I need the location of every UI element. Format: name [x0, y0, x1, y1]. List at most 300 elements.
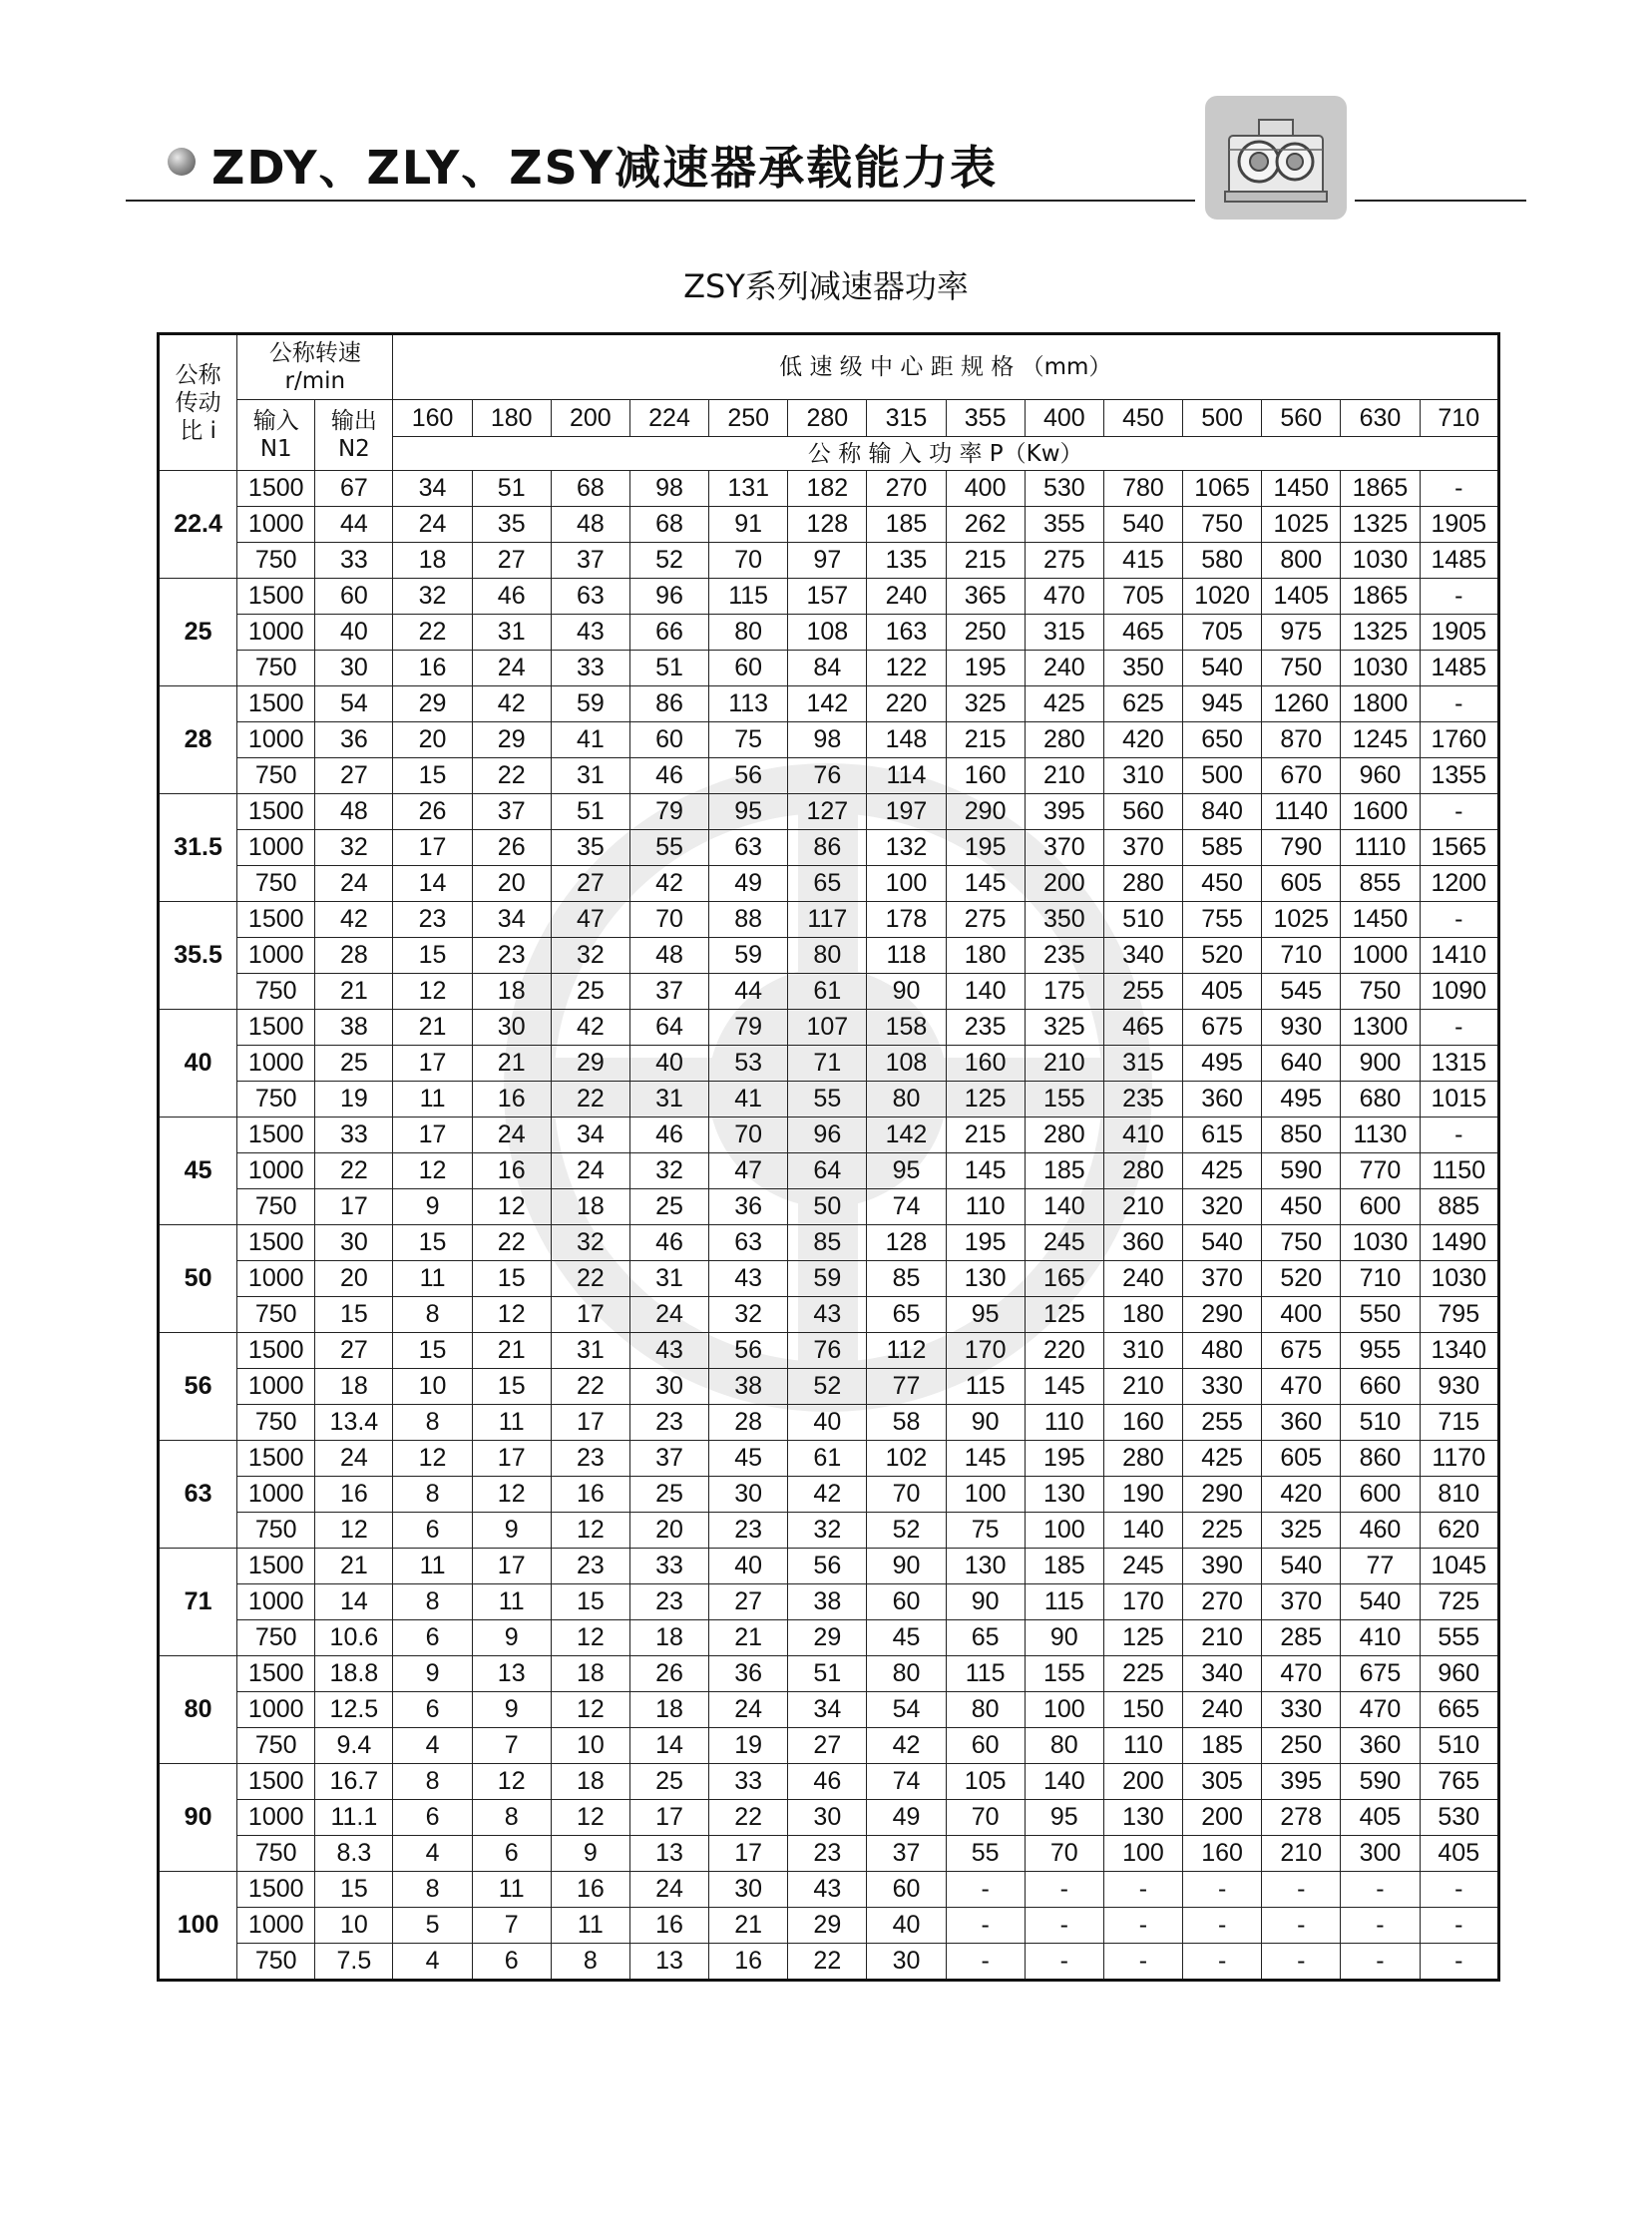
power-cell: 108 — [867, 1046, 946, 1082]
power-cell: 210 — [1262, 1836, 1341, 1872]
power-cell: 18 — [629, 1620, 708, 1656]
power-cell: 1020 — [1183, 579, 1262, 615]
power-cell: 615 — [1183, 1118, 1262, 1153]
power-cell: 15 — [472, 1369, 551, 1405]
power-cell: 118 — [867, 938, 946, 974]
table-row — [159, 507, 1499, 543]
power-cell: 15 — [551, 1584, 629, 1620]
power-cell: 29 — [472, 722, 551, 758]
power-cell: 60 — [946, 1728, 1025, 1764]
output-speed-cell: 11.1 — [315, 1800, 393, 1836]
power-cell: 95 — [946, 1297, 1025, 1333]
power-cell: 960 — [1420, 1656, 1499, 1692]
power-cell: 18 — [472, 974, 551, 1010]
power-header: 公 称 输 入 功 率 P（Kw） — [393, 437, 1499, 471]
power-cell: 54 — [867, 1692, 946, 1728]
power-cell: 420 — [1262, 1477, 1341, 1513]
power-cell: 540 — [1103, 507, 1182, 543]
power-cell: 500 — [1183, 758, 1262, 794]
power-cell: 160 — [1103, 1405, 1182, 1441]
power-cell: - — [1420, 579, 1499, 615]
distance-cell: 630 — [1341, 400, 1420, 437]
output-speed-cell: 25 — [315, 1046, 393, 1082]
power-cell: 425 — [1025, 686, 1103, 722]
output-speed-cell: 8.3 — [315, 1836, 393, 1872]
power-cell: 25 — [629, 1764, 708, 1800]
power-cell: 495 — [1183, 1046, 1262, 1082]
power-cell: 220 — [867, 686, 946, 722]
power-cell: 1130 — [1341, 1118, 1420, 1153]
power-cell: 150 — [1103, 1692, 1182, 1728]
power-cell: 48 — [629, 938, 708, 974]
power-cell: 132 — [867, 830, 946, 866]
power-cell: 450 — [1262, 1189, 1341, 1225]
power-cell: 1410 — [1420, 938, 1499, 974]
power-cell: 61 — [788, 1441, 867, 1477]
power-cell: 27 — [551, 866, 629, 902]
power-cell: 415 — [1103, 543, 1182, 579]
power-cell: 340 — [1103, 938, 1182, 974]
power-cell: 80 — [709, 615, 788, 651]
power-cell: 30 — [472, 1010, 551, 1046]
power-cell: 20 — [629, 1513, 708, 1549]
power-cell: 955 — [1341, 1333, 1420, 1369]
power-cell: 530 — [1025, 471, 1103, 507]
power-cell: 325 — [1262, 1513, 1341, 1549]
power-cell: 1355 — [1420, 758, 1499, 794]
power-cell: 1025 — [1262, 507, 1341, 543]
power-cell: 68 — [551, 471, 629, 507]
power-cell: 278 — [1262, 1800, 1341, 1836]
power-cell: 182 — [788, 471, 867, 507]
power-cell: 51 — [472, 471, 551, 507]
power-cell: 98 — [629, 471, 708, 507]
output-speed-cell: 33 — [315, 543, 393, 579]
power-cell: 11 — [472, 1872, 551, 1908]
power-cell: 75 — [709, 722, 788, 758]
power-cell: 34 — [551, 1118, 629, 1153]
power-cell: - — [1262, 1944, 1341, 1981]
power-cell: 95 — [867, 1153, 946, 1189]
table-row — [159, 1297, 1499, 1333]
power-cell: 520 — [1262, 1261, 1341, 1297]
power-cell: 160 — [1183, 1836, 1262, 1872]
power-cell: 395 — [1025, 794, 1103, 830]
power-cell: 370 — [1183, 1261, 1262, 1297]
power-cell: 14 — [629, 1728, 708, 1764]
power-cell: - — [946, 1872, 1025, 1908]
table-row — [159, 830, 1499, 866]
power-cell: 560 — [1103, 794, 1182, 830]
power-cell: 290 — [946, 794, 1025, 830]
output-speed-cell: 38 — [315, 1010, 393, 1046]
power-cell: 15 — [393, 938, 472, 974]
table-row — [159, 938, 1499, 974]
power-cell: 37 — [629, 1441, 708, 1477]
power-cell: 24 — [709, 1692, 788, 1728]
power-cell: 1485 — [1420, 651, 1499, 686]
power-cell: 80 — [867, 1082, 946, 1118]
power-cell: 770 — [1341, 1153, 1420, 1189]
power-cell: 840 — [1183, 794, 1262, 830]
power-cell: 360 — [1341, 1728, 1420, 1764]
power-cell: 86 — [788, 830, 867, 866]
power-cell: 725 — [1420, 1584, 1499, 1620]
power-cell: - — [946, 1944, 1025, 1981]
power-cell: 315 — [1025, 615, 1103, 651]
power-cell: 14 — [393, 866, 472, 902]
power-cell: 16 — [472, 1082, 551, 1118]
power-cell: 100 — [1025, 1513, 1103, 1549]
power-cell: 530 — [1420, 1800, 1499, 1836]
power-cell: 750 — [1341, 974, 1420, 1010]
power-cell: 9 — [472, 1513, 551, 1549]
power-cell: 1565 — [1420, 830, 1499, 866]
power-cell: 29 — [393, 686, 472, 722]
power-cell: 60 — [709, 651, 788, 686]
power-cell: 163 — [867, 615, 946, 651]
power-cell: 76 — [788, 1333, 867, 1369]
power-cell: 140 — [946, 974, 1025, 1010]
power-cell: 38 — [788, 1584, 867, 1620]
power-cell: 140 — [1025, 1764, 1103, 1800]
power-cell: 32 — [629, 1153, 708, 1189]
power-cell: 96 — [788, 1118, 867, 1153]
power-cell: 12 — [393, 1153, 472, 1189]
power-cell: 60 — [629, 722, 708, 758]
power-cell: 55 — [946, 1836, 1025, 1872]
power-cell: 280 — [1025, 722, 1103, 758]
input-speed-cell: 1500 — [237, 794, 315, 830]
power-cell: 32 — [393, 579, 472, 615]
power-cell: 600 — [1341, 1189, 1420, 1225]
power-cell: 225 — [1183, 1513, 1262, 1549]
power-cell: 250 — [946, 615, 1025, 651]
power-cell: 11 — [472, 1405, 551, 1441]
table-row — [159, 902, 1499, 938]
power-cell: 63 — [709, 830, 788, 866]
power-cell: 180 — [1103, 1297, 1182, 1333]
power-cell: 240 — [1183, 1692, 1262, 1728]
power-cell: 650 — [1183, 722, 1262, 758]
input-speed-cell: 1000 — [237, 507, 315, 543]
power-cell: - — [1341, 1872, 1420, 1908]
power-cell: 1450 — [1262, 471, 1341, 507]
power-cell: 80 — [946, 1692, 1025, 1728]
power-cell: 33 — [551, 651, 629, 686]
table-row — [159, 1908, 1499, 1944]
input-speed-header: 输入 N1 — [237, 400, 315, 471]
power-cell: 17 — [393, 1046, 472, 1082]
power-cell: 64 — [788, 1153, 867, 1189]
output-speed-cell: 60 — [315, 579, 393, 615]
table-row — [159, 866, 1499, 902]
power-cell: 60 — [867, 1872, 946, 1908]
power-cell: 1315 — [1420, 1046, 1499, 1082]
power-cell: 37 — [472, 794, 551, 830]
power-cell: 114 — [867, 758, 946, 794]
power-cell: 60 — [867, 1584, 946, 1620]
power-cell: - — [1420, 1944, 1499, 1981]
power-cell: 32 — [551, 1225, 629, 1261]
power-cell: 465 — [1103, 615, 1182, 651]
power-cell: 34 — [788, 1692, 867, 1728]
input-speed-cell: 1000 — [237, 615, 315, 651]
power-cell: - — [1420, 1872, 1499, 1908]
power-cell: 1000 — [1341, 938, 1420, 974]
output-speed-cell: 67 — [315, 471, 393, 507]
power-cell: 65 — [788, 866, 867, 902]
power-cell: 110 — [1103, 1728, 1182, 1764]
power-cell: 23 — [788, 1836, 867, 1872]
power-cell: 90 — [1025, 1620, 1103, 1656]
input-speed-cell: 1000 — [237, 1584, 315, 1620]
power-cell: 70 — [709, 543, 788, 579]
power-cell: 64 — [629, 1010, 708, 1046]
table-row — [159, 1728, 1499, 1764]
power-cell: 170 — [946, 1333, 1025, 1369]
power-cell: 25 — [629, 1477, 708, 1513]
power-cell: 185 — [867, 507, 946, 543]
power-cell: 6 — [472, 1836, 551, 1872]
power-cell: 35 — [472, 507, 551, 543]
power-cell: 31 — [551, 758, 629, 794]
power-cell: 6 — [393, 1513, 472, 1549]
ratio-cell: 31.5 — [159, 794, 237, 902]
power-cell: 77 — [867, 1369, 946, 1405]
power-cell: 1865 — [1341, 579, 1420, 615]
power-cell: 40 — [788, 1405, 867, 1441]
input-speed-cell: 1500 — [237, 1872, 315, 1908]
power-cell: 240 — [1025, 651, 1103, 686]
power-cell: 17 — [629, 1800, 708, 1836]
power-cell: 33 — [629, 1549, 708, 1584]
power-cell: 85 — [867, 1261, 946, 1297]
power-cell: 585 — [1183, 830, 1262, 866]
output-speed-cell: 44 — [315, 507, 393, 543]
output-speed-cell: 21 — [315, 974, 393, 1010]
power-cell: 160 — [946, 758, 1025, 794]
power-cell: 675 — [1341, 1656, 1420, 1692]
power-cell: 9 — [472, 1620, 551, 1656]
input-speed-cell: 1500 — [237, 686, 315, 722]
table-row — [159, 615, 1499, 651]
power-cell: 49 — [867, 1800, 946, 1836]
power-cell: 90 — [946, 1405, 1025, 1441]
power-cell: 420 — [1103, 722, 1182, 758]
ratio-cell: 63 — [159, 1441, 237, 1549]
output-speed-cell: 24 — [315, 866, 393, 902]
power-cell: 660 — [1341, 1369, 1420, 1405]
power-cell: 360 — [1103, 1225, 1182, 1261]
power-cell: 280 — [1103, 1153, 1182, 1189]
power-cell: 56 — [709, 758, 788, 794]
power-cell: 270 — [867, 471, 946, 507]
power-cell: 95 — [1025, 1800, 1103, 1836]
power-cell: - — [1183, 1872, 1262, 1908]
input-speed-cell: 1000 — [237, 1261, 315, 1297]
power-cell: 33 — [709, 1764, 788, 1800]
power-cell: 360 — [1262, 1405, 1341, 1441]
power-cell: 190 — [1103, 1477, 1182, 1513]
power-cell: 12 — [393, 974, 472, 1010]
table-row — [159, 722, 1499, 758]
power-cell: 95 — [709, 794, 788, 830]
input-speed-cell: 750 — [237, 866, 315, 902]
power-cell: 945 — [1183, 686, 1262, 722]
power-cell: 8 — [393, 1405, 472, 1441]
output-speed-cell: 16 — [315, 1477, 393, 1513]
ratio-cell: 22.4 — [159, 471, 237, 579]
table-row — [159, 1189, 1499, 1225]
power-cell: 43 — [788, 1872, 867, 1908]
power-cell: 38 — [709, 1369, 788, 1405]
power-cell: 32 — [551, 938, 629, 974]
power-cell: 1025 — [1262, 902, 1341, 938]
power-cell: 370 — [1025, 830, 1103, 866]
output-speed-cell: 13.4 — [315, 1405, 393, 1441]
power-cell: 715 — [1420, 1405, 1499, 1441]
input-speed-cell: 1000 — [237, 1908, 315, 1944]
output-speed-cell: 32 — [315, 830, 393, 866]
power-cell: 310 — [1103, 758, 1182, 794]
power-cell: 59 — [551, 686, 629, 722]
input-speed-cell: 1500 — [237, 579, 315, 615]
table-row — [159, 1584, 1499, 1620]
power-cell: 250 — [1262, 1728, 1341, 1764]
power-cell: 130 — [946, 1549, 1025, 1584]
power-cell: 625 — [1103, 686, 1182, 722]
power-cell: 11 — [472, 1584, 551, 1620]
power-cell: 18 — [393, 543, 472, 579]
output-speed-cell: 15 — [315, 1872, 393, 1908]
power-cell: 56 — [709, 1333, 788, 1369]
power-cell: 117 — [788, 902, 867, 938]
power-cell: 24 — [472, 651, 551, 686]
power-cell: 21 — [393, 1010, 472, 1046]
power-cell: 86 — [629, 686, 708, 722]
input-speed-cell: 1000 — [237, 722, 315, 758]
power-cell: 670 — [1262, 758, 1341, 794]
power-cell: 465 — [1103, 1010, 1182, 1046]
power-cell: 20 — [472, 866, 551, 902]
power-cell: 210 — [1183, 1620, 1262, 1656]
ratio-cell: 45 — [159, 1118, 237, 1225]
power-cell: 22 — [551, 1369, 629, 1405]
power-cell: 170 — [1103, 1584, 1182, 1620]
power-cell: 79 — [629, 794, 708, 830]
power-cell: - — [1420, 902, 1499, 938]
power-cell: 37 — [867, 1836, 946, 1872]
power-cell: 410 — [1341, 1620, 1420, 1656]
power-cell: 160 — [946, 1046, 1025, 1082]
power-cell: 115 — [1025, 1584, 1103, 1620]
power-cell: 90 — [867, 974, 946, 1010]
input-speed-cell: 1500 — [237, 471, 315, 507]
power-cell: 47 — [551, 902, 629, 938]
power-cell: 51 — [551, 794, 629, 830]
power-cell: 270 — [1183, 1584, 1262, 1620]
power-cell: 26 — [472, 830, 551, 866]
power-cell: 96 — [629, 579, 708, 615]
power-cell: 780 — [1103, 471, 1182, 507]
power-cell: 113 — [709, 686, 788, 722]
power-cell: 410 — [1103, 1118, 1182, 1153]
power-cell: 24 — [629, 1872, 708, 1908]
power-cell: 540 — [1262, 1549, 1341, 1584]
output-speed-cell: 27 — [315, 1333, 393, 1369]
power-cell: 130 — [946, 1261, 1025, 1297]
ratio-cell: 80 — [159, 1656, 237, 1764]
power-cell: 16 — [709, 1944, 788, 1981]
power-cell: 28 — [709, 1405, 788, 1441]
power-cell: 855 — [1341, 866, 1420, 902]
distance-cell: 710 — [1420, 400, 1499, 437]
power-cell: 675 — [1183, 1010, 1262, 1046]
power-cell: 370 — [1103, 830, 1182, 866]
ratio-cell: 100 — [159, 1872, 237, 1981]
power-cell: 590 — [1262, 1153, 1341, 1189]
power-cell: 88 — [709, 902, 788, 938]
power-cell: 11 — [393, 1082, 472, 1118]
power-cell: 42 — [551, 1010, 629, 1046]
distance-cell: 500 — [1183, 400, 1262, 437]
power-cell: 1340 — [1420, 1333, 1499, 1369]
power-cell: 220 — [1025, 1333, 1103, 1369]
power-cell: 1150 — [1420, 1153, 1499, 1189]
power-cell: 42 — [788, 1477, 867, 1513]
power-cell: 63 — [709, 1225, 788, 1261]
input-speed-cell: 1000 — [237, 1800, 315, 1836]
power-cell: 240 — [867, 579, 946, 615]
distance-cell: 560 — [1262, 400, 1341, 437]
power-cell: 8 — [472, 1800, 551, 1836]
output-speed-cell: 12 — [315, 1513, 393, 1549]
power-cell: - — [946, 1908, 1025, 1944]
power-cell: 12 — [393, 1441, 472, 1477]
power-cell: 100 — [946, 1477, 1025, 1513]
power-cell: 245 — [1025, 1225, 1103, 1261]
power-cell: 46 — [629, 758, 708, 794]
power-cell: 1015 — [1420, 1082, 1499, 1118]
power-cell: 215 — [946, 1118, 1025, 1153]
power-cell: 27 — [472, 543, 551, 579]
power-cell: 22 — [788, 1944, 867, 1981]
output-speed-cell: 27 — [315, 758, 393, 794]
power-cell: 1905 — [1420, 615, 1499, 651]
power-cell: 16 — [393, 651, 472, 686]
power-cell: 145 — [946, 1153, 1025, 1189]
power-cell: 34 — [472, 902, 551, 938]
input-speed-cell: 750 — [237, 974, 315, 1010]
power-cell: 255 — [1103, 974, 1182, 1010]
power-cell: 158 — [867, 1010, 946, 1046]
power-cell: 185 — [1025, 1549, 1103, 1584]
table-row — [159, 1333, 1499, 1369]
power-cell: 755 — [1183, 902, 1262, 938]
input-speed-cell: 750 — [237, 651, 315, 686]
power-cell: 15 — [393, 1333, 472, 1369]
power-cell: 9 — [393, 1189, 472, 1225]
power-cell: 11 — [393, 1549, 472, 1584]
power-cell: 91 — [709, 507, 788, 543]
table-row — [159, 1549, 1499, 1584]
power-cell: 12 — [472, 1297, 551, 1333]
power-cell: 17 — [551, 1405, 629, 1441]
power-cell: 590 — [1341, 1764, 1420, 1800]
power-cell: 1260 — [1262, 686, 1341, 722]
power-cell: 860 — [1341, 1441, 1420, 1477]
